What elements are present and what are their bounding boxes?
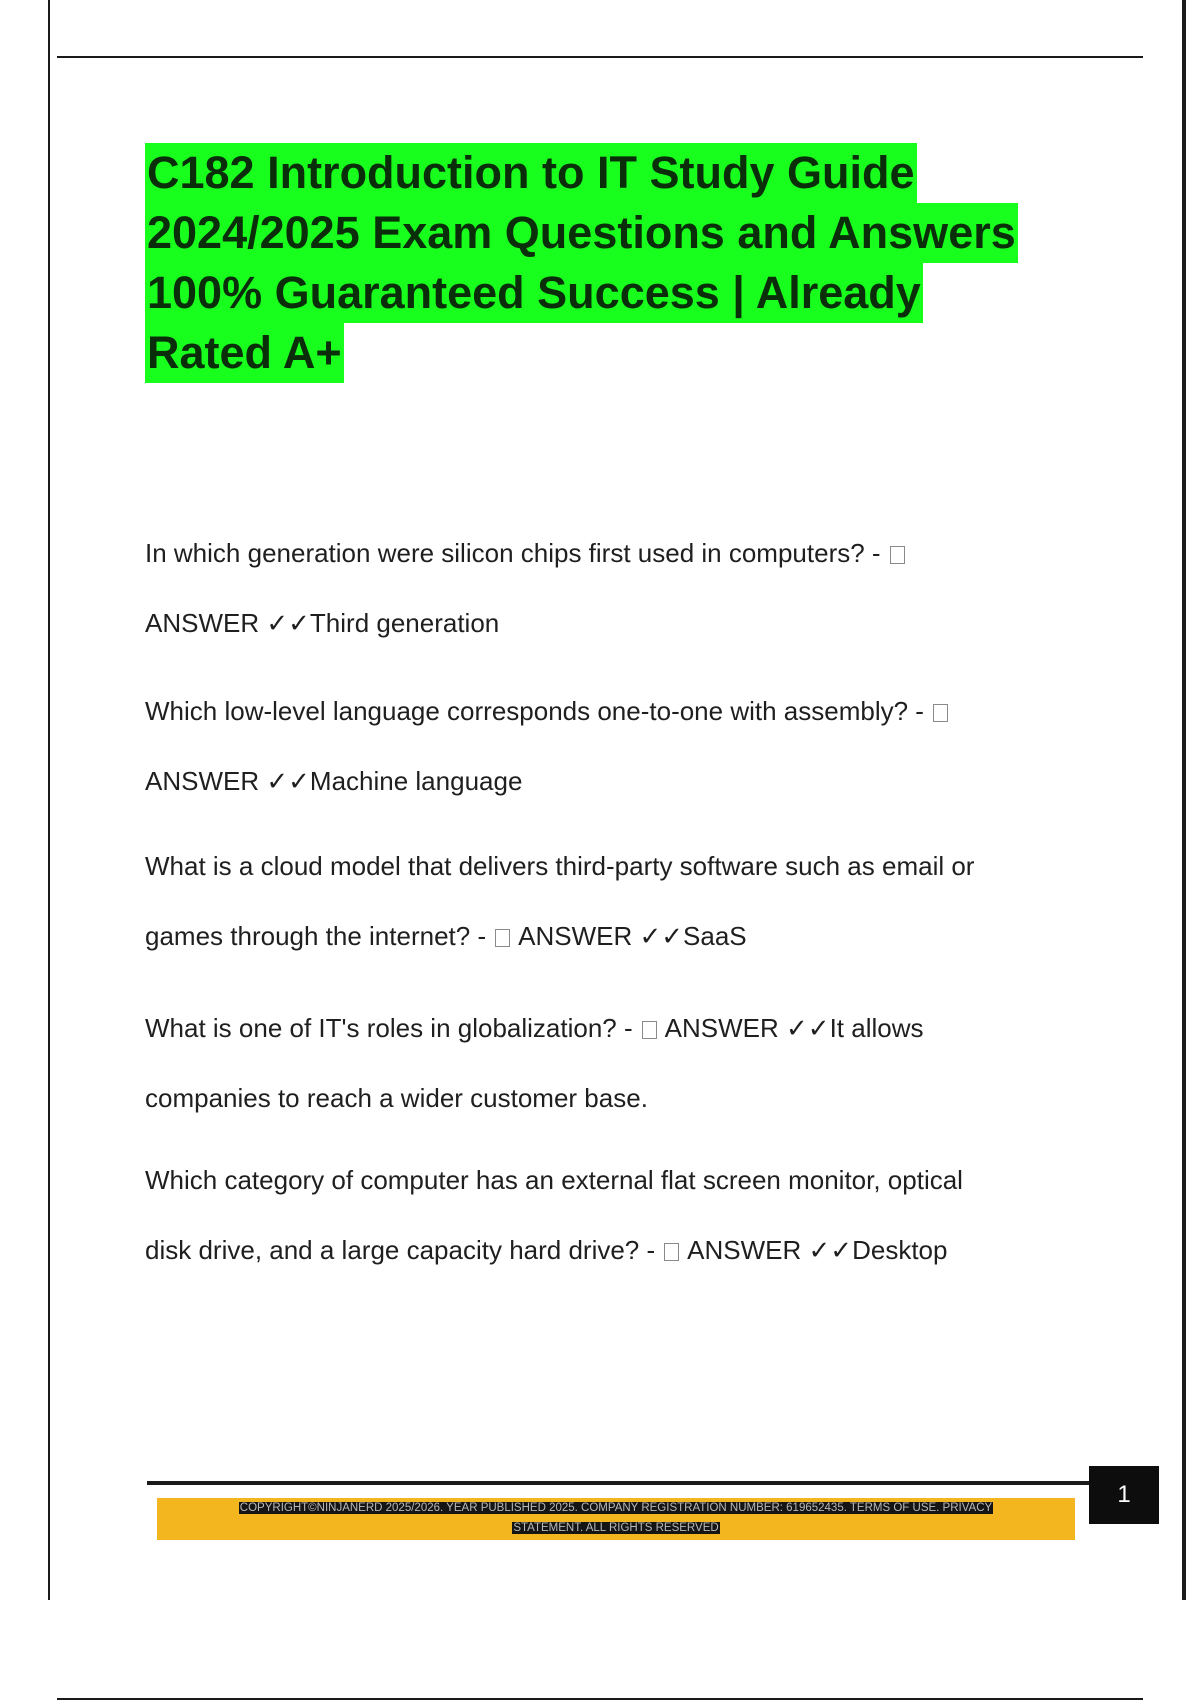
question-line [145, 533, 1075, 603]
title-line: C182 Introduction to IT Study Guide [145, 143, 917, 203]
copyright-text: COPYRIGHT©NINJANERD 2025/2026. YEAR PUBLISHED 2025. COMPANY REGISTRATION NUMBER: 619652435. TERMS OF USE. PRIVACY [239, 1502, 993, 1514]
answer-text: companies to reach a wider customer base. [145, 1083, 648, 1113]
question-text: What is one of IT's roles in globalization? - [145, 1013, 640, 1043]
copyright-footer [157, 1498, 1075, 1540]
page-border-left [48, 0, 50, 1600]
checkbox-placeholder-icon [495, 929, 510, 947]
checkbox-placeholder-icon [664, 1243, 679, 1261]
answer-text: ANSWER ✓✓Machine language [145, 766, 523, 796]
question-text: games through the internet? - [145, 921, 494, 951]
answer-line [145, 1230, 1075, 1300]
qa-item [145, 846, 1075, 986]
answer-text: ANSWER ✓✓SaaS [512, 921, 747, 951]
answer-line [145, 916, 1075, 986]
answer-text: ANSWER ✓✓Desktop [681, 1235, 948, 1265]
checkbox-placeholder-icon [642, 1021, 657, 1039]
question-text: disk drive, and a large capacity hard drive? - [145, 1235, 663, 1265]
question-text: Which category of computer has an external flat screen monitor, optical [145, 1165, 963, 1195]
answer-line [145, 761, 1075, 831]
title-line: Rated A+ [145, 323, 344, 383]
question-text: In which generation were silicon chips first used in computers? - [145, 538, 888, 568]
page-border-right [1182, 0, 1186, 1600]
copyright-text: STATEMENT. ALL RIGHTS RESERVED [513, 1522, 719, 1534]
document-title [145, 143, 1095, 383]
footer-rule [147, 1481, 1089, 1485]
qa-item [145, 533, 1075, 673]
question-line [145, 691, 1075, 761]
copyright-line [157, 1498, 1075, 1518]
question-line [145, 1160, 1075, 1230]
question-text: Which low-level language corresponds one-to-one with assembly? - [145, 696, 932, 726]
title-line: 2024/2025 Exam Questions and Answers [145, 203, 1018, 263]
qa-item [145, 691, 1075, 831]
qa-item [145, 1160, 1075, 1300]
answer-line [145, 1078, 1075, 1148]
answer-text: ANSWER ✓✓It allows [658, 1013, 924, 1043]
answer-text: ANSWER ✓✓Third generation [145, 608, 500, 638]
checkbox-placeholder-icon [890, 546, 905, 564]
header-rule [57, 56, 1143, 58]
question-line [145, 846, 1075, 916]
answer-line [145, 603, 1075, 673]
checkbox-placeholder-icon [933, 704, 948, 722]
page-number: 1 [1089, 1466, 1159, 1524]
copyright-line [157, 1518, 1075, 1538]
qa-item [145, 1008, 1075, 1148]
question-text: What is a cloud model that delivers third-party software such as email or [145, 851, 975, 881]
title-line: 100% Guaranteed Success | Already [145, 263, 923, 323]
question-line [145, 1008, 1075, 1078]
